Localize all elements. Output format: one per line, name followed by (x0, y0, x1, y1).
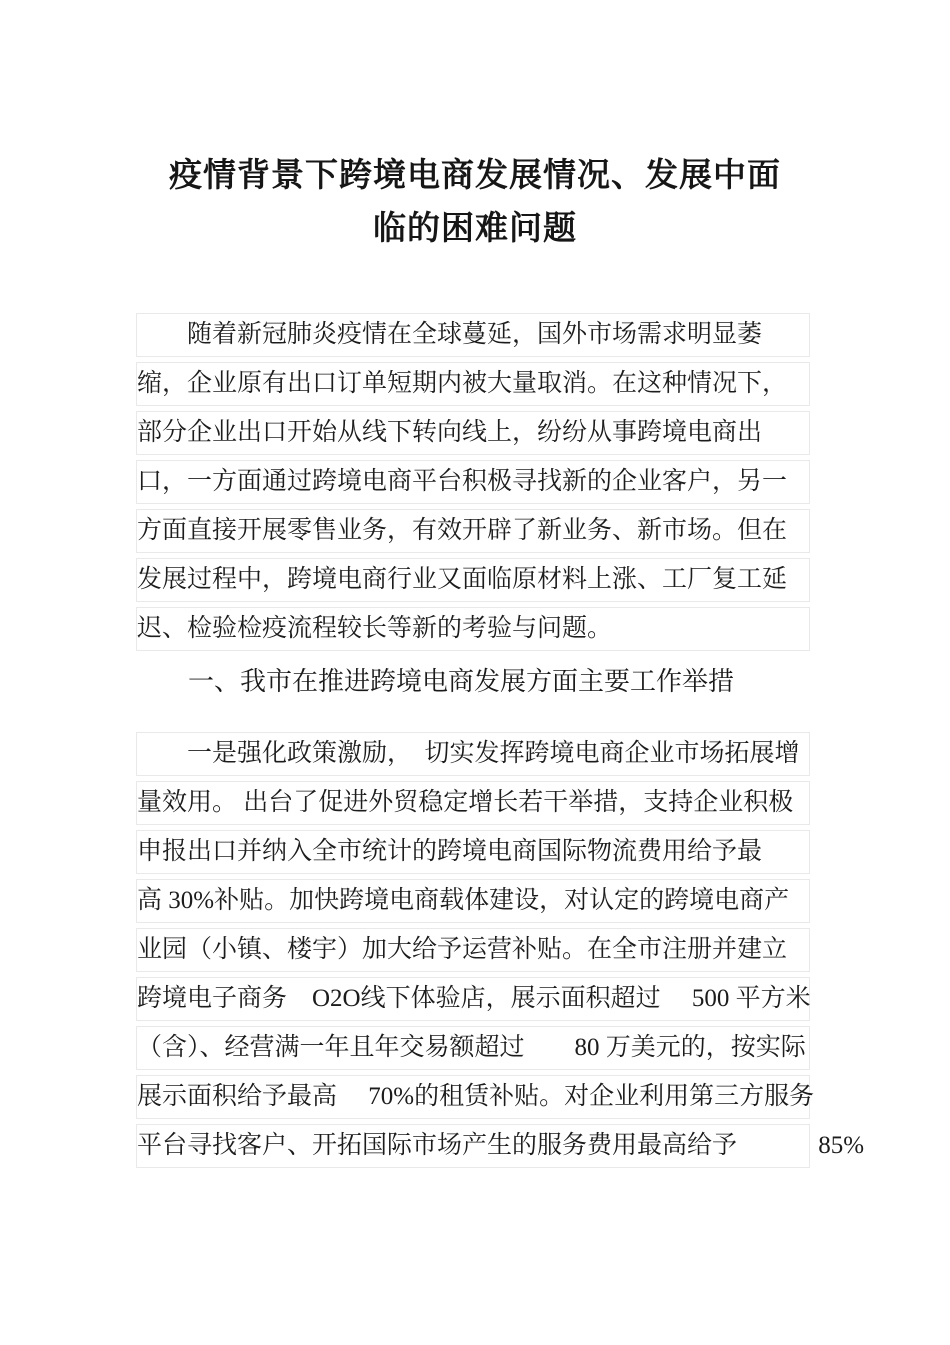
text-line: 申报出口并纳入全市统计的跨境电商国际物流费用给予最 (136, 830, 810, 874)
document-title (19, 150, 931, 256)
text-line: 平台寻找客户、开拓国际市场产生的服务费用最高给予 85% (136, 1124, 810, 1168)
text-line: 展示面积给予最高 70%的租赁补贴。对企业利用第三方服务 (136, 1075, 810, 1119)
text-line: 高 30%补贴。加快跨境电商载体建设，对认定的跨境电商产 (136, 879, 810, 923)
text-line: 方面直接开展零售业务，有效开辟了新业务、新市场。但在 (136, 509, 810, 553)
text-line: 部分企业出口开始从线下转向线上，纷纷从事跨境电商出 (136, 411, 810, 455)
text-line: 随着新冠肺炎疫情在全球蔓延，国外市场需求明显萎 (136, 313, 810, 357)
text-line: 跨境电子商务 O2O线下体验店，展示面积超过 500 平方米 (136, 977, 810, 1021)
title-line-1: 疫情背景下跨境电商发展情况、发展中面 (169, 158, 781, 194)
document-page (0, 150, 950, 1345)
text-line: 缩，企业原有出口订单短期内被大量取消。在这种情况下， (136, 362, 810, 406)
paragraph-measures (0, 732, 950, 1168)
text-line: 口，一方面通过跨境电商平台积极寻找新的企业客户，另一 (136, 460, 810, 504)
text-line: 业园（小镇、楼宇）加大给予运营补贴。在全市注册并建立 (136, 928, 810, 972)
text-line: 迟、检验检疫流程较长等新的考验与问题。 (136, 607, 810, 651)
text-line: （含）、经营满一年且年交易额超过 80 万美元的，按实际 (136, 1026, 810, 1070)
section-heading: 一、我市在推进跨境电商发展方面主要工作举措 (136, 667, 735, 696)
text-line: 发展过程中，跨境电商行业又面临原材料上涨、工厂复工延 (136, 558, 810, 602)
text-line: 量效用。 出台了促进外贸稳定增长若干举措，支持企业积极 (136, 781, 810, 825)
text-line: 一是强化政策激励， 切实发挥跨境电商企业市场拓展增 (136, 732, 810, 776)
title-line-2: 临的困难问题 (373, 211, 577, 247)
paragraph-intro (0, 313, 950, 651)
